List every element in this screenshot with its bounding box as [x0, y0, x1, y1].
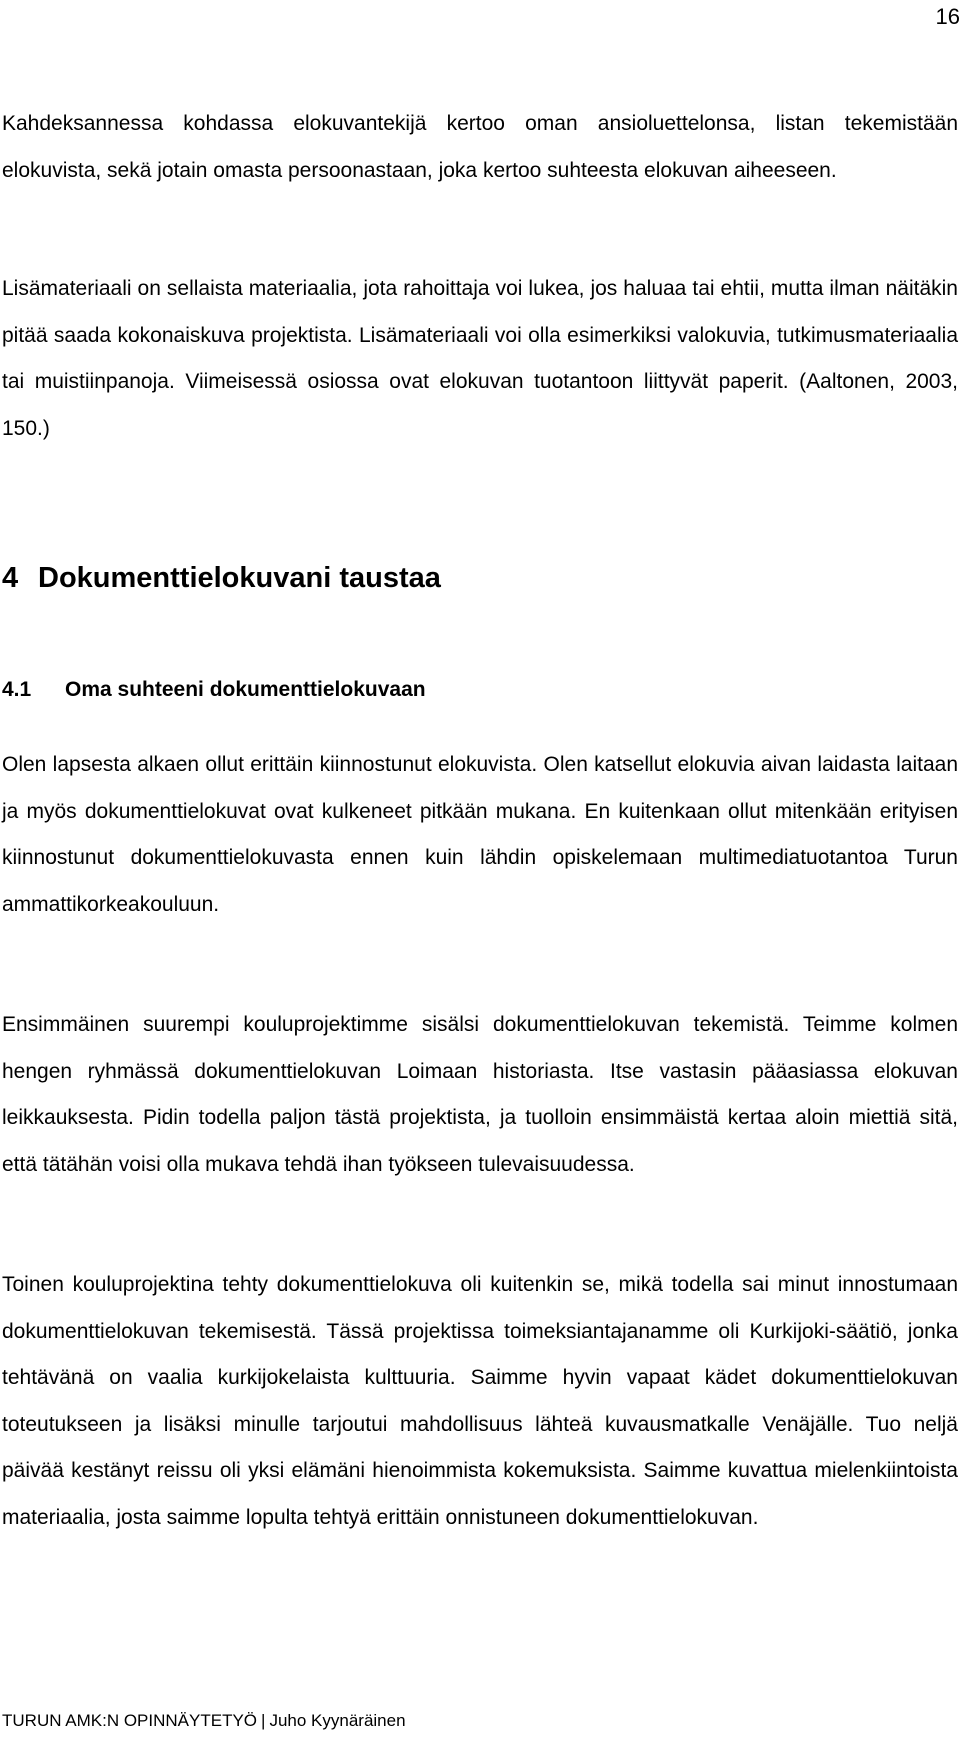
chapter-number: 4 — [2, 562, 19, 594]
paragraph-2: Lisämateriaali on sellaista materiaalia, jota rahoittaja voi lukea, jos haluaa tai ehtii, mutta ilman näitäkin pitää saada kokonaiskuva projektista. Lisämateriaali voi olla esimerkiksi valokuvia, tutkimusmateriaalia tai muistiinpanoja. Viimeisessä osiossa ovat elokuvan tuotantoon liittyvät paperit. (Aaltonen, 2003, 150.) — [2, 277, 958, 440]
section-title: Oma suhteeni dokumenttielokuvaan — [65, 678, 426, 701]
page-number: 16 — [935, 4, 960, 29]
footer-separator: | — [261, 1711, 266, 1730]
section-number: 4.1 — [2, 678, 32, 701]
paragraph-4: Ensimmäinen suurempi kouluprojektimme sisälsi dokumenttielokuvan tekemistä. Teimme kolmen hengen ryhmässä dokumenttielokuvan Loimaan historiasta. Itse vastasin pääasiassa elokuvan leikkauksesta. Pidin todella paljon tästä projektista, ja tuolloin ensimmäistä kertaa aloin miettiä sitä, että tätähän voisi olla mukava tehdä ihan työkseen tulevaisuudessa. — [2, 1013, 958, 1176]
paragraph-1: Kahdeksannessa kohdassa elokuvantekijä kertoo oman ansioluettelonsa, listan tekemistään elokuvista, sekä jotain omasta persoonastaan, joka kertoo suhteesta elokuvan aiheeseen. — [2, 112, 958, 182]
paragraph-5: Toinen kouluprojektina tehty dokumenttielokuva oli kuitenkin se, mikä todella sai minut innostumaan dokumenttielokuvan tekemisestä. Tässä projektissa toimeksiantajanamme oli Kurkijoki-säätiö, jonka tehtävänä on vaalia kurkijokelaista kulttuuria. Saimme hyvin vapaat kädet dokumenttielokuvan toteutukseen ja lisäksi minulle tarjoutui mahdollisuus lähteä kuvausmatkalle Venäjälle. Tuo neljä päivää kestänyt reissu oli yksi elämäni hienoimmista kokemuksista. Saimme kuvattua mielenkiintoista materiaalia, josta saimme lopulta tehtyä erittäin onnistuneen dokumenttielokuvan. — [2, 1273, 958, 1529]
footer-institution: TURUN AMK:N OPINNÄYTETYÖ — [2, 1711, 258, 1730]
chapter-heading — [2, 560, 441, 596]
section-heading — [2, 675, 426, 705]
page-footer — [2, 1710, 406, 1732]
chapter-title: Dokumenttielokuvani taustaa — [38, 562, 441, 594]
footer-author: Juho Kyynäräinen — [269, 1711, 406, 1730]
paragraph-3: Olen lapsesta alkaen ollut erittäin kiinnostunut elokuvista. Olen katsellut elokuvia aivan laidasta laitaan ja myös dokumenttielokuvat ovat kulkeneet pitkään mukana. En kuitenkaan ollut mitenkään erityisen kiinnostunut dokumenttielokuvasta ennen kuin lähdin opiskelemaan multimediatuotantoa Turun ammattikorkeakouluun. — [2, 753, 958, 916]
